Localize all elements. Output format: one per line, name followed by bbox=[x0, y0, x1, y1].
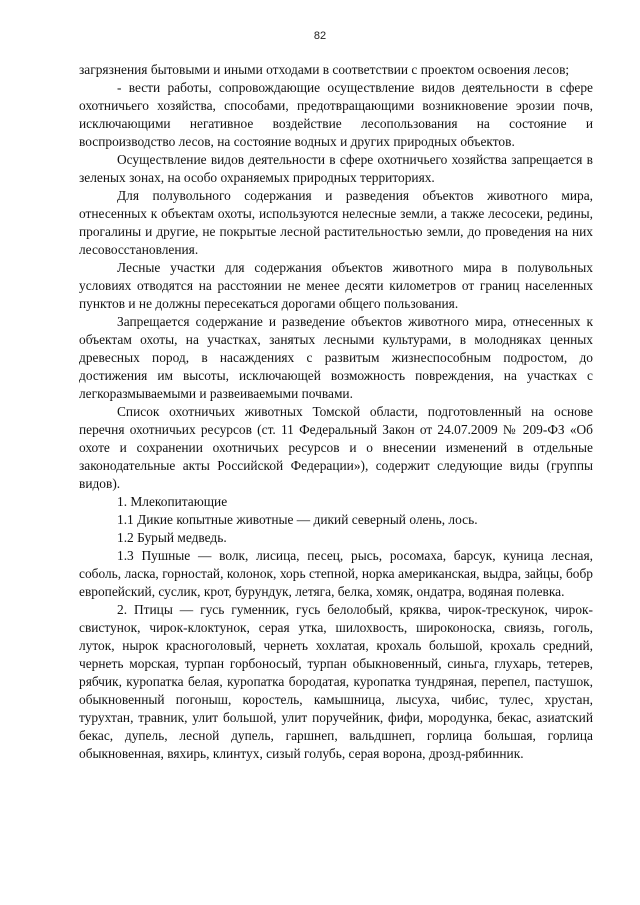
paragraph-species-list-intro: Список охотничьих животных Томской области, подготовленный на основе перечня охотничьих ресурсов (ст. 11 Федеральный Закон от 24.07.2009 № 209-ФЗ «Об охоте и сохранении охотничьих ресурсов и о внесении изменений в отдельные законодательные акты Российской Федерации»), содержит следующие виды (группы видов). bbox=[79, 404, 593, 491]
list-item-ungulates: 1.1 Дикие копытные животные — дикий северный олень, лось. bbox=[117, 512, 478, 527]
list-item-fur-animals: 1.3 Пушные — волк, лисица, песец, рысь, росомаха, барсук, куница лесная, соболь, ласка, горностай, колонок, хорь степной, норка американская, выдра, зайцы, бобр европейский, суслик, крот, бурундук, летяга, белка, хомяк, ондатра, водяная полевка. bbox=[79, 548, 593, 599]
list-item-brown-bear: 1.2 Бурый медведь. bbox=[117, 530, 227, 545]
paragraph-bullet-conduct-works: - вести работы, сопровождающие осуществление видов деятельности в сфере охотничьего хозяйства, способами, предотвращающими возникновение эрозии почв, исключающими негативное воздействие лесопользования на состояние и воспроизводство лесов, на состояние водных и других природных объектов. bbox=[79, 80, 593, 149]
paragraph-forest-plots-distance: Лесные участки для содержания объектов животного мира в полувольных условиях отводятся на расстоянии не менее десяти километров от границ населенных пунктов и не должны пересекаться дорогами общего пользования. bbox=[79, 260, 593, 311]
paragraph-prohibited-zones: Осуществление видов деятельности в сфере охотничьего хозяйства запрещается в зеленых зонах, на особо охраняемых природных территориях. bbox=[79, 152, 593, 185]
paragraph-waste-pollution: загрязнения бытовыми и иными отходами в соответствии с проектом освоения лесов; bbox=[79, 62, 570, 77]
document-body bbox=[79, 61, 593, 763]
paragraph-semi-free-keeping: Для полувольного содержания и разведения объектов животного мира, отнесенных к объектам охоты, используются нелесные земли, а также лесосеки, редины, прогалины и другие, не покрытые лесной растительностью земли, до проведения на них лесовосстановления. bbox=[79, 188, 593, 257]
page-number: 82 bbox=[313, 30, 327, 42]
list-item-mammals: 1. Млекопитающие bbox=[117, 494, 228, 509]
paragraph-prohibition-keeping: Запрещается содержание и разведение объектов животного мира, отнесенных к объектам охоты, на участках, занятых лесными культурами, в молодняках ценных древесных пород, в насаждениях с развитым жизнеспособным подростом, до достижения им высоты, исключающей возможность повреждения, на участках с легкоразмываемыми и развеиваемыми почвами. bbox=[79, 314, 593, 401]
list-item-birds: 2. Птицы — гусь гуменник, гусь белолобый, кряква, чирок-трескунок, чирок-свистунок, чирок-клоктунок, серая утка, шилохвость, широконоска, свиязь, гоголь, луток, нырок красноголовый, чернеть хохлатая, крохаль большой, крохаль средний, чернеть морская, турпан горбоносый, турпан обыкновенный, синьга, глухарь, тетерев, рябчик, куропатка белая, куропатка бородатая, куропатка тундряная, перепел, пастушок, обыкновенный погоныш, коростель, камышница, лысуха, чибис, тулес, хрустан, турухтан, травник, улит большой, улит поручейник, фифи, мородунка, бекас, азиатский бекас, дупель, лесной дупель, гаршнеп, вальдшнеп, горлица большая, горлица обыкновенная, вяхирь, клинтух, сизый голубь, серая ворона, дрозд-рябинник. bbox=[79, 602, 593, 761]
